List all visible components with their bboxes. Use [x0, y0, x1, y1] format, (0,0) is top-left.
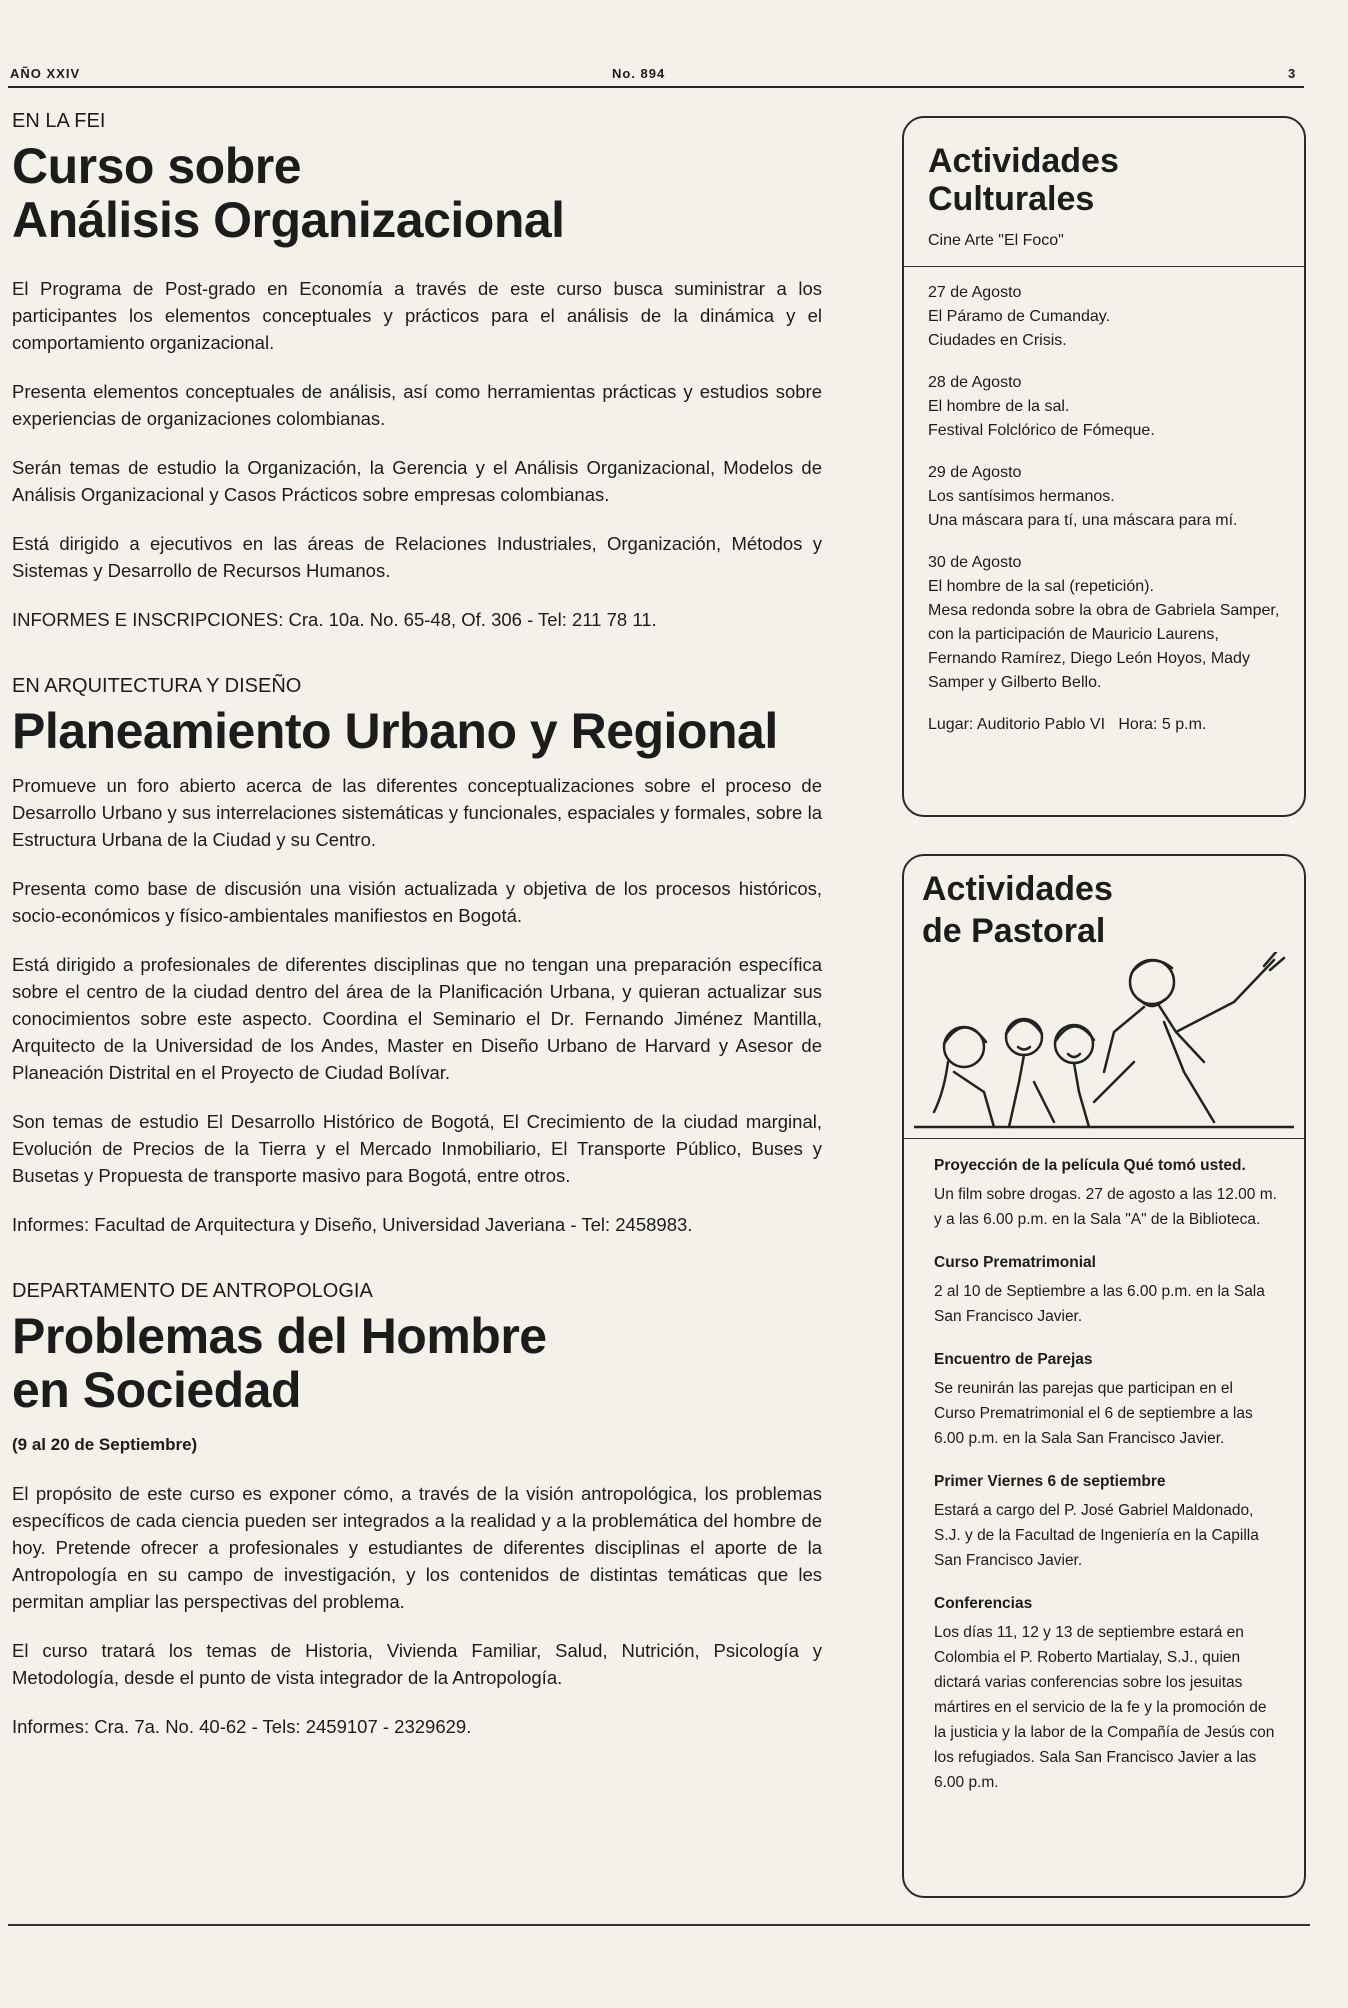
article-title: [12, 139, 822, 247]
divider: [904, 1138, 1304, 1139]
box-title: [904, 856, 1304, 952]
title-line: Problemas del Hombre: [12, 1308, 547, 1364]
event-date: 28 de Agosto: [928, 374, 1022, 391]
pastoral-list: [934, 1153, 1278, 1795]
item-text: 2 al 10 de Septiembre a las 6.00 p.m. en la Sala San Francisco Javier.: [934, 1283, 1265, 1325]
paragraph: Son temas de estudio El Desarrollo Histórico de Bogotá, El Crecimiento de la ciudad marginal, Evolución de Precios de la Tierra y el Mercado Inmobiliario, El Transporte Público, Buses y Busetas y Propuesta de transporte masivo para Bogotá, entre otros.: [12, 1111, 822, 1186]
pastoral-item: [934, 1250, 1278, 1329]
item-title: Encuentro de Parejas: [934, 1351, 1093, 1368]
item-title: Curso Prematrimonial: [934, 1254, 1096, 1271]
paragraph: Está dirigido a ejecutivos en las áreas de Relaciones Industriales, Organización, Métodos y Sistemas y Desarrollo de Recursos Humanos.: [12, 533, 822, 581]
issue-number: No. 894: [612, 66, 666, 81]
event-item: [928, 371, 1284, 443]
event-place: Lugar: Auditorio Pablo VI Hora: 5 p.m.: [928, 716, 1207, 733]
event-line: Una máscara para tí, una máscara para mí.: [928, 512, 1238, 529]
title-line: Culturales: [928, 180, 1095, 218]
item-text: Estará a cargo del P. José Gabriel Maldonado, S.J. y de la Facultad de Ingeniería en la Capilla San Francisco Javier.: [934, 1502, 1259, 1569]
box-title: [904, 118, 1304, 218]
paragraph: Promueve un foro abierto acerca de las diferentes conceptualizaciones sobre el proceso de Desarrollo Urbano y sus interrelaciones sistemáticas y funcionales, espaciales y formales, sobre la Estructura Urbana de la Ciudad y su Centro.: [12, 775, 822, 850]
article-analisis-organizacional: [12, 110, 822, 633]
item-text: Un film sobre drogas. 27 de agosto a las 12.00 m. y a las 6.00 p.m. en la Sala "A" de la Biblioteca.: [934, 1186, 1277, 1228]
divider: [904, 266, 1304, 267]
event-line: Mesa redonda sobre la obra de Gabriela Samper, con la participación de Mauricio Laurens, Fernando Ramírez, Diego León Hoyos, Mady Samper y Gilberto Bello.: [928, 602, 1280, 691]
box-subtitle: Cine Arte "El Foco": [928, 232, 1064, 249]
title-line: en Sociedad: [12, 1362, 302, 1418]
event-date: 29 de Agosto: [928, 464, 1022, 481]
pastoral-item: [934, 1591, 1278, 1795]
event-line: El hombre de la sal (repetición).: [928, 578, 1154, 595]
article-kicker: EN LA FEI: [12, 110, 106, 132]
item-title: Conferencias: [934, 1595, 1033, 1612]
item-text: Se reunirán las parejas que participan en el Curso Prematrimonial el 6 de septiembre a las 6.00 p.m. en la Sala San Francisco Javier.: [934, 1380, 1253, 1447]
pastoral-item: [934, 1469, 1278, 1573]
title-line: Curso sobre: [12, 138, 302, 194]
cultural-activities-box: [902, 116, 1306, 817]
paragraph: El propósito de este curso es exponer cómo, a través de la visión antropológica, los problemas específicos de cada ciencia pueden ser integrados a la realidad y a la problemática del hombre de hoy. Pretende ofrecer a profesionales y estudiantes de diferentes disciplinas el aporte de la Antropología en su campo de investigación, y los contenidos de distintas temáticas que les permitan ampliar las perspectivas del problema.: [12, 1483, 822, 1612]
paragraph: Está dirigido a profesionales de diferentes disciplinas que no tengan una preparación específica sobre el centro de la ciudad dentro del área de la Planificación Urbana, y quieran actualizar sus conocimientos sobre este aspecto. Coordina el Seminario el Dr. Fernando Jiménez Mantilla, Arquitecto de la Universidad de los Andes, Master en Diseño Urbano de Harvard y Asesor de Planeación Distrital en el Proyecto de Ciudad Bolívar.: [12, 954, 822, 1083]
contact-info: INFORMES E INSCRIPCIONES: Cra. 10a. No. 65-48, Of. 306 - Tel: 211 78 11.: [12, 609, 657, 630]
event-line: El hombre de la sal.: [928, 398, 1070, 415]
paragraph: Presenta elementos conceptuales de análisis, así como herramientas prácticas y estudios sobre experiencias de organizaciones colombianas.: [12, 381, 822, 429]
title-line: Actividades: [928, 142, 1119, 180]
paragraph: El Programa de Post-grado en Economía a través de este curso busca suministrar a los participantes los elementos conceptuales y prácticos para el análisis de la dinámica y el comportamiento organizacional.: [12, 278, 822, 353]
left-column: [12, 110, 822, 1762]
footer-rule: [8, 1924, 1310, 1926]
volume-year: AÑO XXIV: [10, 66, 81, 81]
paragraph: Presenta como base de discusión una visión actualizada y objetiva de los procesos históricos, socio-económicos y físico-ambientales manifiestos en Bogotá.: [12, 878, 822, 926]
pastoral-activities-box: [902, 854, 1306, 1898]
event-line: El Páramo de Cumanday.: [928, 308, 1111, 325]
contact-info: Informes: Facultad de Arquitectura y Diseño, Universidad Javeriana - Tel: 2458983.: [12, 1214, 693, 1235]
article-problemas-del-hombre: [12, 1280, 822, 1740]
pastoral-item: [934, 1347, 1278, 1451]
header-rule: [8, 86, 1304, 88]
course-dates: (9 al 20 de Septiembre): [12, 1435, 198, 1454]
item-title: Primer Viernes 6 de septiembre: [934, 1473, 1166, 1490]
event-item: [928, 551, 1284, 695]
contact-info: Informes: Cra. 7a. No. 40-62 - Tels: 2459107 - 2329629.: [12, 1716, 472, 1737]
paragraph: Serán temas de estudio la Organización, la Gerencia y el Análisis Organizacional, Modelos de Análisis Organizacional y Casos Prácticos sobre empresas colombianas.: [12, 457, 822, 505]
event-date: 30 de Agosto: [928, 554, 1022, 571]
article-planeamiento-urbano: [12, 675, 822, 1238]
article-title: [12, 704, 822, 758]
page-number: 3: [1288, 66, 1297, 81]
title-line: Análisis Organizacional: [12, 192, 565, 248]
event-line: Ciudades en Crisis.: [928, 332, 1067, 349]
item-text: Los días 11, 12 y 13 de septiembre estará en Colombia el P. Roberto Martialay, S.J., quien dictará varias conferencias sobre los jesuitas mártires en el servicio de la fe y la promoción de la justicia y la labor de la Compañía de Jesús con los refugiados. Sala San Francisco Javier a las 6.00 p.m.: [934, 1624, 1275, 1791]
item-title: Proyección de la película Qué tomó usted.: [934, 1157, 1246, 1174]
event-line: Festival Folclórico de Fómeque.: [928, 422, 1155, 439]
event-date: 27 de Agosto: [928, 284, 1022, 301]
title-line: Actividades: [922, 870, 1113, 908]
event-line: Los santísimos hermanos.: [928, 488, 1115, 505]
pastoral-illustration: [914, 952, 1294, 1132]
title-line: de Pastoral: [922, 912, 1106, 950]
event-item: [928, 281, 1284, 353]
event-list: [928, 281, 1284, 737]
article-title: [12, 1309, 822, 1417]
paragraph: El curso tratará los temas de Historia, Vivienda Familiar, Salud, Nutrición, Psicología y Metodología, desde el punto de vista integrador de la Antropología.: [12, 1640, 822, 1688]
event-item: [928, 461, 1284, 533]
title-line: Planeamiento Urbano y Regional: [12, 703, 778, 759]
article-kicker: DEPARTAMENTO DE ANTROPOLOGIA: [12, 1280, 373, 1302]
article-kicker: EN ARQUITECTURA Y DISEÑO: [12, 675, 302, 697]
pastoral-item: [934, 1153, 1278, 1232]
